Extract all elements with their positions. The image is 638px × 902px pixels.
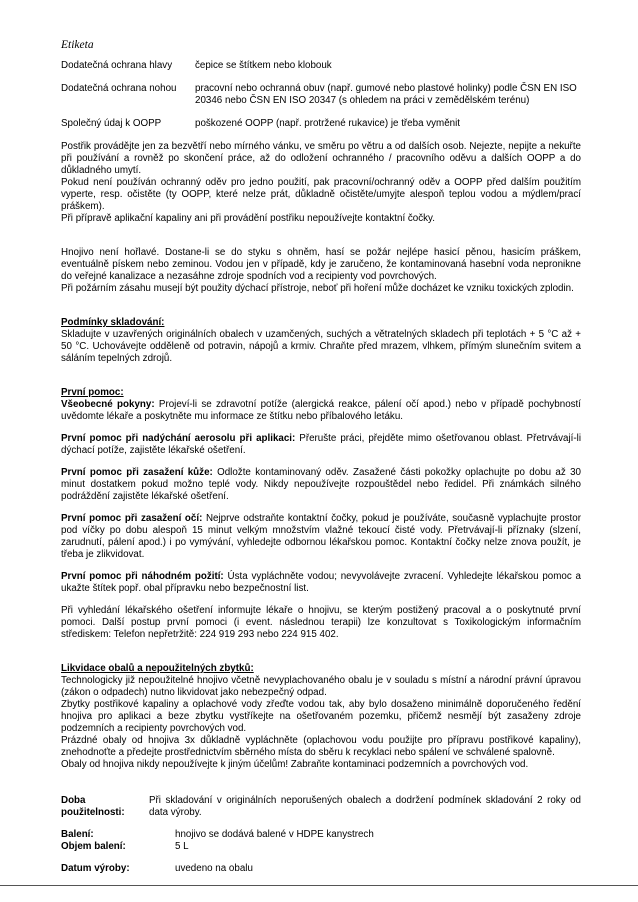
protection-value: pracovní nebo ochranná obuv (např. gumové nebo plastové holinky) podle ČSN EN ISO 20346 nebo ČSN EN ISO 20347 (s ohledem na práci v zemědělském terénu) bbox=[195, 83, 577, 106]
firstaid-general-label: Všeobecné pokyny: bbox=[61, 399, 155, 410]
volume-row bbox=[61, 841, 581, 853]
disposal-text-2: Zbytky postřikové kapaliny a oplachové vody zřeďte vodou tak, aby bylo dosaženo minimálně doporučeného ředění hnojiva pro aplikaci a beze zbytku vystříkejte na ošetřovaném pozemku, přičemž nesmějí být zasaženy zdroje podzemních a recipienty povrchových vod. bbox=[61, 699, 581, 734]
firstaid-contact: Při vyhledání lékařského ošetření informujte lékaře o hnojivu, se kterým postižený pracoval a o poskytnuté první pomoci. Další postup první pomoci (i event. následnou terapii) lze konzultovat s Toxikologickým informačním střediskem: Telefon nepřetržitě: 224 919 293 nebo 224 915 402. bbox=[61, 605, 581, 640]
protection-value: poškozené OOPP (např. protržené rukavice) je třeba vyměnit bbox=[195, 118, 461, 129]
contact-lens-warning: Při přípravě aplikační kapaliny ani při provádění postřiku nepoužívejte kontaktní čočky. bbox=[61, 213, 435, 224]
production-date-label: Datum výroby: bbox=[61, 863, 130, 874]
disposal-text-4: Obaly od hnojiva nikdy nepoužívejte k jiným účelům! Zabraňte kontaminaci podzemních a povrchových vod. bbox=[61, 759, 529, 770]
protection-value: čepice se štítkem nebo klobouk bbox=[195, 60, 332, 71]
firstaid-inhalation-label: První pomoc při nadýchání aerosolu při aplikaci: bbox=[61, 433, 296, 444]
packaging-value: hnojivo se dodává balené v HDPE kanystrech bbox=[175, 829, 374, 840]
protection-row-head bbox=[61, 60, 581, 72]
production-date-row bbox=[61, 863, 581, 875]
firstaid-heading: První pomoc: bbox=[61, 387, 124, 398]
firstaid-inhalation-text: Přerušte práci, přejděte mimo ošetřovanou oblast. Přetrvávají-li dýchací potíže, zajistěte lékařské ošetření. bbox=[61, 433, 581, 456]
page-bottom-divider bbox=[0, 885, 638, 886]
protection-label: Dodatečná ochrana nohou bbox=[61, 83, 177, 94]
protection-label: Společný údaj k OOPP bbox=[61, 118, 162, 129]
firstaid-general bbox=[61, 399, 581, 423]
firstaid-skin-label: První pomoc při zasažení kůže: bbox=[61, 467, 213, 478]
firstaid-eyes-text: Nejprve odstraňte kontaktní čočky, pokud je používáte, současně vyplachujte prostor pod víčky po dobu alespoň 15 minut velkým množstvím vlažné tekoucí čisté vody. Přetrvávají-li příznaky (slzení, zarudnutí, pálení apod.) i po vymývání, vyhledejte odbornou lékařskou pomoc. Kontaktní čočky nelze znova použít, je třeba je zlikvidovat. bbox=[61, 513, 581, 560]
fire-instructions: Hnojivo není hořlavé. Dostane-li se do styku s ohněm, hasí se požár nejlépe hasicí pěnou, hasicím práškem, eventuálně pískem nebo zeminou. Vodou jen v případě, kdy je zaručeno, že kontaminovaná hasební voda nepronikne do veřejné kanalizace a nezasáhne zdroje spodních vod a recipienty vod povrchových. bbox=[61, 247, 581, 282]
volume-value: 5 L bbox=[175, 841, 189, 852]
spraying-instructions: Postřik provádějte jen za bezvětří nebo mírného vánku, ve směru po větru a od dalších osob. Nejezte, nepijte a nekuřte při používání a rovněž po skončení práce, až do odložení ochranného / pracovního oděvu a dalších OOPP a do důkladného umytí. bbox=[61, 141, 581, 176]
shelf-life-label: Doba použitelnosti: bbox=[61, 795, 125, 818]
storage-text: Skladujte v uzavřených originálních obalech v uzamčených, suchých a větratelných skladech při teplotách + 5 °C až + 50 °C. Uchovávejte odděleně od potravin, nápojů a krmiv. Chraňte před mrazem, vlhkem, přímým slunečním svitem a sáláním tepelných zdrojů. bbox=[61, 329, 581, 364]
protection-row-feet bbox=[61, 83, 581, 107]
disposal-text-1: Technologicky již nepoužitelné hnojivo včetně nevyplachovaného obalu je v souladu s místní a národní právní úpravou (zákon o odpadech) nutno likvidovat jako nebezpečný odpad. bbox=[61, 675, 581, 698]
storage-heading: Podmínky skladování: bbox=[61, 317, 165, 328]
fire-breathing-note: Při požárním zásahu musejí být použity dýchací přístroje, neboť při hoření může docházet ke vzniku toxických zplodin. bbox=[61, 283, 574, 294]
production-date-value: uvedeno na obalu bbox=[175, 863, 253, 874]
shelf-life-row bbox=[61, 795, 581, 819]
firstaid-inhalation bbox=[61, 433, 581, 457]
shelf-life-text: Při skladování v originálních neporušených obalech a dodržení podmínek skladování 2 roky od data výroby. bbox=[149, 795, 581, 818]
volume-label: Objem balení: bbox=[61, 841, 126, 852]
firstaid-skin bbox=[61, 467, 581, 503]
firstaid-general-text: Projeví-li se zdravotní potíže (alergická reakce, pálení očí apod.) nebo v případě pochybností uvědomte lékaře a poskytněte mu informace ze štítku nebo příbalového letáku. bbox=[61, 399, 581, 422]
protection-label: Dodatečná ochrana hlavy bbox=[61, 60, 173, 71]
label-document bbox=[61, 38, 581, 875]
document-title: Etiketa bbox=[61, 39, 94, 51]
firstaid-skin-text: Odložte kontaminovaný oděv. Zasažené části pokožky oplachujte po dobu až 30 minut dostatkem pokud možno teplé vody. Nikdy nepoužívejte rozpouštědel nebo ředidel. Při známkách silného podráždění zajistěte lékařské ošetření. bbox=[61, 467, 581, 502]
disposal-text-3: Prázdné obaly od hnojiva 3x důkladně vypláchněte (oplachovou vodu použijte pro přípravu postřikové kapaliny), znehodnoťte a předejte prostřednictvím sběrného místa do sběru k recyklaci nebo spálení ve schválené spalovně. bbox=[61, 735, 581, 758]
packaging-row bbox=[61, 829, 581, 841]
firstaid-swallow bbox=[61, 571, 581, 595]
disposal-heading: Likvidace obalů a nepoužitelných zbytků: bbox=[61, 663, 254, 674]
protection-row-common bbox=[61, 118, 581, 130]
firstaid-swallow-text: Ústa vypláchněte vodou; nevyvolávejte zvracení. Vyhledejte lékařskou pomoc a ukažte štítek popř. obal přípravku nebo bezpečnostní list. bbox=[61, 571, 582, 594]
firstaid-eyes bbox=[61, 513, 581, 561]
packaging-label: Balení: bbox=[61, 829, 94, 840]
firstaid-eyes-label: První pomoc při zasažení očí: bbox=[61, 513, 203, 524]
clothing-instructions: Pokud není používán ochranný oděv pro jedno použití, pak pracovní/ochranný oděv a OOPP před dalším použitím vyperte, resp. očistěte (ty OOPP, které nelze prát, důkladně očistěte/umyjte alespoň teplou vodou a mýdlem/prací práškem). bbox=[61, 177, 581, 212]
firstaid-swallow-label: První pomoc při náhodném požití: bbox=[61, 571, 224, 582]
